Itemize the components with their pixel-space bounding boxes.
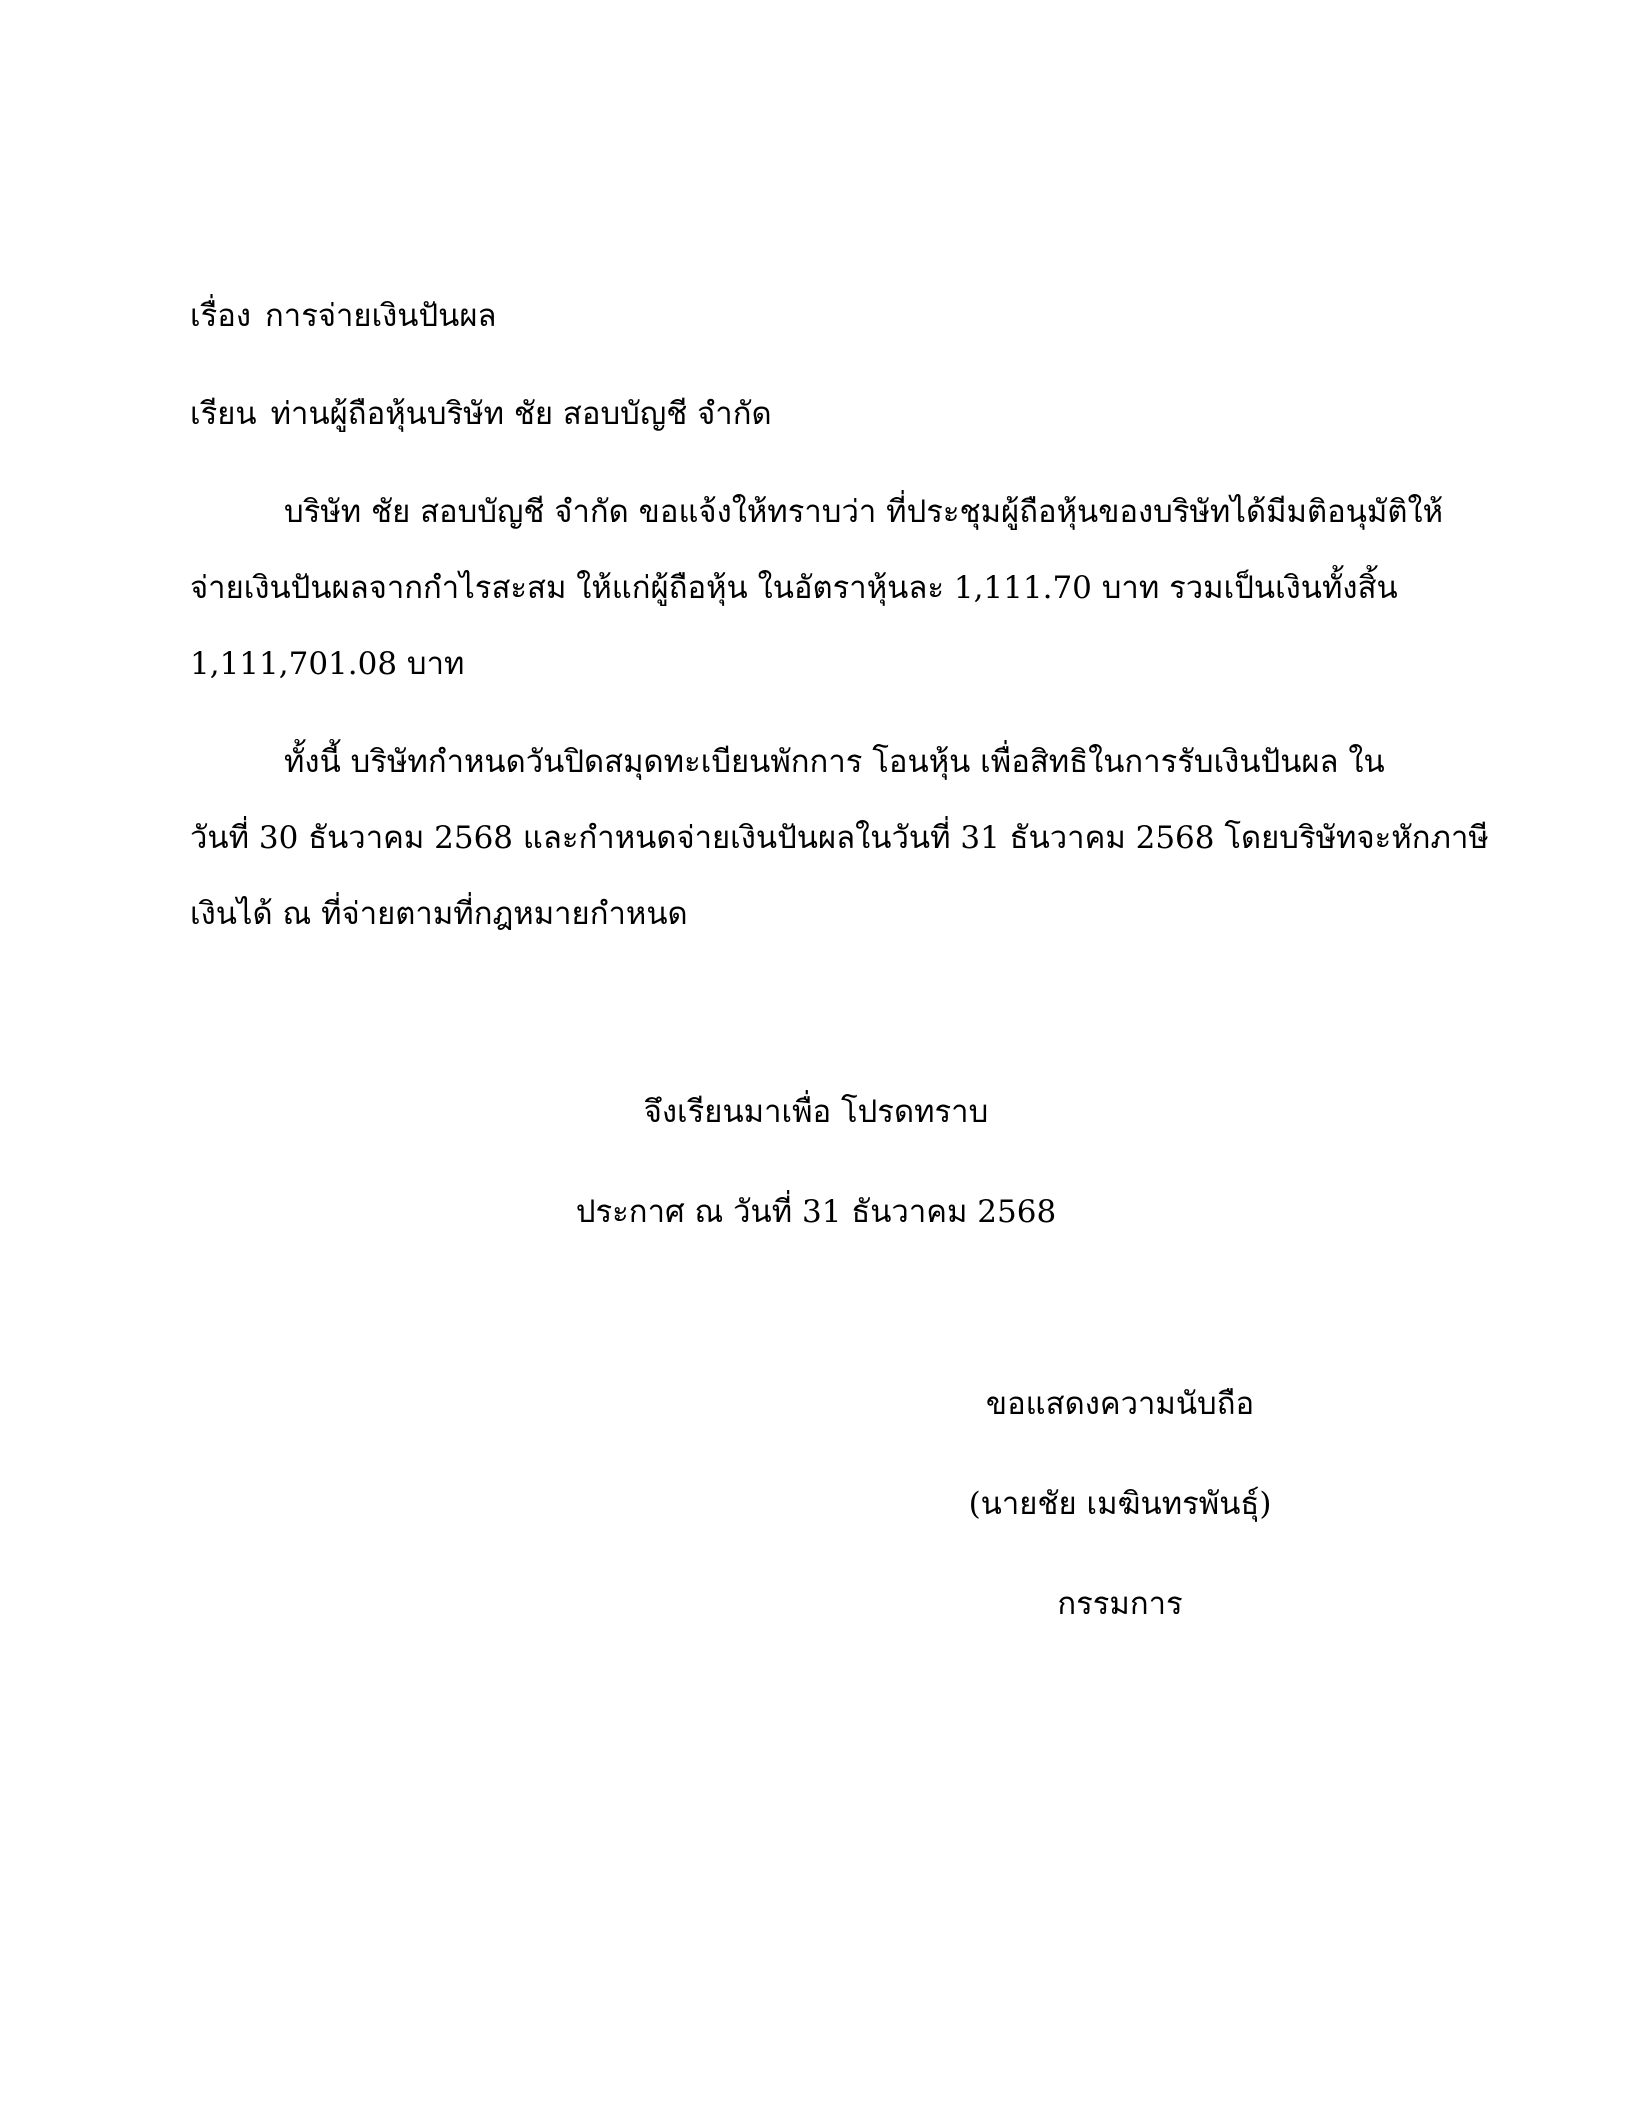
recipient-line <box>190 394 772 434</box>
announcement-date: ประกาศ ณ วันที่ 31 ธันวาคม 2568 <box>575 1194 1057 1230</box>
paragraph1-line-1: บริษัท ชัย สอบบัญชี จำกัด ขอแจ้งให้ทราบว่า ที่ประชุมผู้ถือหุ้นของบริษัทได้มีมติอนุมัติให้ <box>284 494 1444 530</box>
paragraph2-line-1: ทั้งนี้ บริษัทกำหนดวันปิดสมุดทะเบียนพักการ โอนหุ้น เพื่อสิทธิในการรับเงินปันผล ใน <box>284 744 1385 780</box>
subject-line <box>190 296 497 336</box>
paragraph1-line-2: จ่ายเงินปันผลจากกำไรสะสม ให้แก่ผู้ถือหุ้น ในอัตราหุ้นละ 1,111.70 บาท รวมเป็นเงินทั้งสิ้น <box>190 570 1398 606</box>
subject-text: การจ่ายเงินปันผล <box>265 298 497 334</box>
closing-text: จึงเรียนมาเพื่อ โปรดทราบ <box>643 1094 989 1130</box>
recipient-text: ท่านผู้ถือหุ้นบริษัท ชัย สอบบัญชี จำกัด <box>270 396 772 432</box>
paragraph2-line-2: วันที่ 30 ธันวาคม 2568 และกำหนดจ่ายเงินปันผลในวันที่ 31 ธันวาคม 2568 โดยบริษัทจะหักภาษี <box>190 820 1489 856</box>
paragraph1-line-3: 1,111,701.08 บาท <box>190 646 465 682</box>
recipient-label: เรียน <box>190 396 257 432</box>
signature-name: (นายชัย เมฆินทรพันธุ์) <box>968 1486 1272 1522</box>
signature-regards: ขอแสดงความนับถือ <box>985 1386 1255 1422</box>
signature-position: กรรมการ <box>1057 1586 1183 1622</box>
paragraph2-line-3: เงินได้ ณ ที่จ่ายตามที่กฎหมายกำหนด <box>190 896 688 932</box>
subject-label: เรื่อง <box>190 298 252 334</box>
